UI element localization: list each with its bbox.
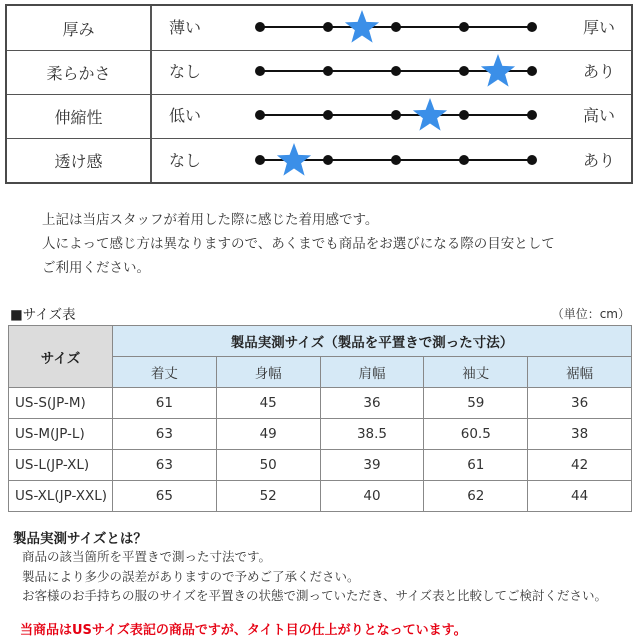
scale-dot <box>527 66 537 76</box>
scale-dot <box>323 22 333 32</box>
feel-left-label: 低い <box>169 106 202 126</box>
feel-right-label: あり <box>583 150 616 170</box>
size-cell: US-S(JP-M) <box>9 388 113 419</box>
table-row <box>9 388 632 419</box>
feel-left-label: 薄い <box>169 18 202 37</box>
column-header: 袖丈 <box>424 357 528 388</box>
table-cell: 38.5 <box>320 419 424 450</box>
feel-note-line: 人によって感じ方は異なりますので、あくまでも商品をお選びになる際の目安として <box>42 236 555 252</box>
feel-scale-track <box>7 50 631 94</box>
scale-dot <box>255 22 265 32</box>
table-cell: 36 <box>320 388 424 419</box>
table-cell: 65 <box>113 481 217 512</box>
size-table-title: ■サイズ表 <box>10 307 76 323</box>
rating-star-icon <box>345 10 379 43</box>
table-cell: 52 <box>216 481 320 512</box>
column-header: 身幅 <box>216 357 320 388</box>
feel-label: 厚み <box>62 19 95 39</box>
scale-dot <box>459 155 469 165</box>
size-cell: US-XL(JP-XXL) <box>9 481 113 512</box>
feel-row <box>7 6 631 50</box>
feel-left-label: なし <box>169 150 202 170</box>
table-cell: 44 <box>528 481 632 512</box>
scale-dot <box>255 66 265 76</box>
table-cell: 60.5 <box>424 419 528 450</box>
table-row <box>9 450 632 481</box>
rating-star-icon <box>277 143 311 176</box>
scale-dot <box>459 66 469 76</box>
explanation-title: 製品実測サイズとは？ <box>13 531 147 547</box>
scale-dot <box>391 110 401 120</box>
table-cell: 61 <box>113 388 217 419</box>
feel-note <box>42 208 555 280</box>
feel-label: 伸縮性 <box>54 107 103 127</box>
explanation-line: お客様のお手持ちの服のサイズを平置きの状態で測っていただき、サイズ表と比較してご検討ください。 <box>22 588 608 603</box>
table-cell: 50 <box>216 450 320 481</box>
table-cell: 63 <box>113 450 217 481</box>
scale-dot <box>323 110 333 120</box>
scale-dot <box>391 66 401 76</box>
feel-row <box>7 94 631 138</box>
table-cell: 61 <box>424 450 528 481</box>
size-cell: US-L(JP-XL) <box>9 450 113 481</box>
table-cell: 42 <box>528 450 632 481</box>
table-row <box>9 481 632 512</box>
size-table <box>8 325 632 512</box>
size-table-unit: （単位：cm） <box>551 307 630 321</box>
column-header: 肩幅 <box>320 357 424 388</box>
table-cell: 49 <box>216 419 320 450</box>
feel-scale-panel <box>5 4 633 184</box>
table-cell: 45 <box>216 388 320 419</box>
scale-dot <box>527 110 537 120</box>
table-cell: 39 <box>320 450 424 481</box>
feel-right-label: あり <box>583 62 616 82</box>
feel-note-line: 上記は当店スタッフが着用した際に感じた着用感です。 <box>42 212 379 228</box>
table-row <box>9 419 632 450</box>
table-cell: 40 <box>320 481 424 512</box>
feel-scale-track <box>7 94 631 138</box>
measurement-header: 製品実測サイズ（製品を平置きで測った寸法） <box>113 326 632 357</box>
rating-star-icon <box>413 98 447 131</box>
explanation-line: 商品の該当箇所を平置きで測った寸法です。 <box>22 549 272 564</box>
scale-dot <box>323 155 333 165</box>
table-cell: 38 <box>528 419 632 450</box>
table-cell: 62 <box>424 481 528 512</box>
feel-note-line: ご利用ください。 <box>42 260 150 276</box>
feel-row <box>7 50 631 94</box>
feel-right-label: 厚い <box>583 18 616 37</box>
column-header: 着丈 <box>113 357 217 388</box>
table-cell: 59 <box>424 388 528 419</box>
table-cell: 63 <box>113 419 217 450</box>
feel-scale-track <box>7 139 631 183</box>
feel-label: 柔らかさ <box>46 63 111 83</box>
scale-dot <box>459 22 469 32</box>
feel-right-label: 高い <box>583 106 616 126</box>
fit-warning: 当商品はUSサイズ表記の商品ですが、タイト目の仕上がりとなっています。 <box>20 623 467 638</box>
scale-dot <box>527 155 537 165</box>
size-column-header: サイズ <box>9 326 113 388</box>
scale-dot <box>391 22 401 32</box>
explanation-line: 製品により多少の誤差がありますので予めご了承ください。 <box>22 568 360 584</box>
scale-dot <box>255 155 265 165</box>
column-header: 裾幅 <box>528 357 632 388</box>
explanation-text <box>22 547 607 606</box>
scale-dot <box>391 155 401 165</box>
feel-scale-track <box>7 6 631 50</box>
feel-row <box>7 139 631 183</box>
rating-star-icon <box>481 54 515 87</box>
scale-dot <box>255 110 265 120</box>
scale-dot <box>527 22 537 32</box>
size-cell: US-M(JP-L) <box>9 419 113 450</box>
feel-label: 透け感 <box>54 152 103 172</box>
table-cell: 36 <box>528 388 632 419</box>
feel-left-label: なし <box>169 62 202 82</box>
scale-dot <box>459 110 469 120</box>
scale-dot <box>323 66 333 76</box>
